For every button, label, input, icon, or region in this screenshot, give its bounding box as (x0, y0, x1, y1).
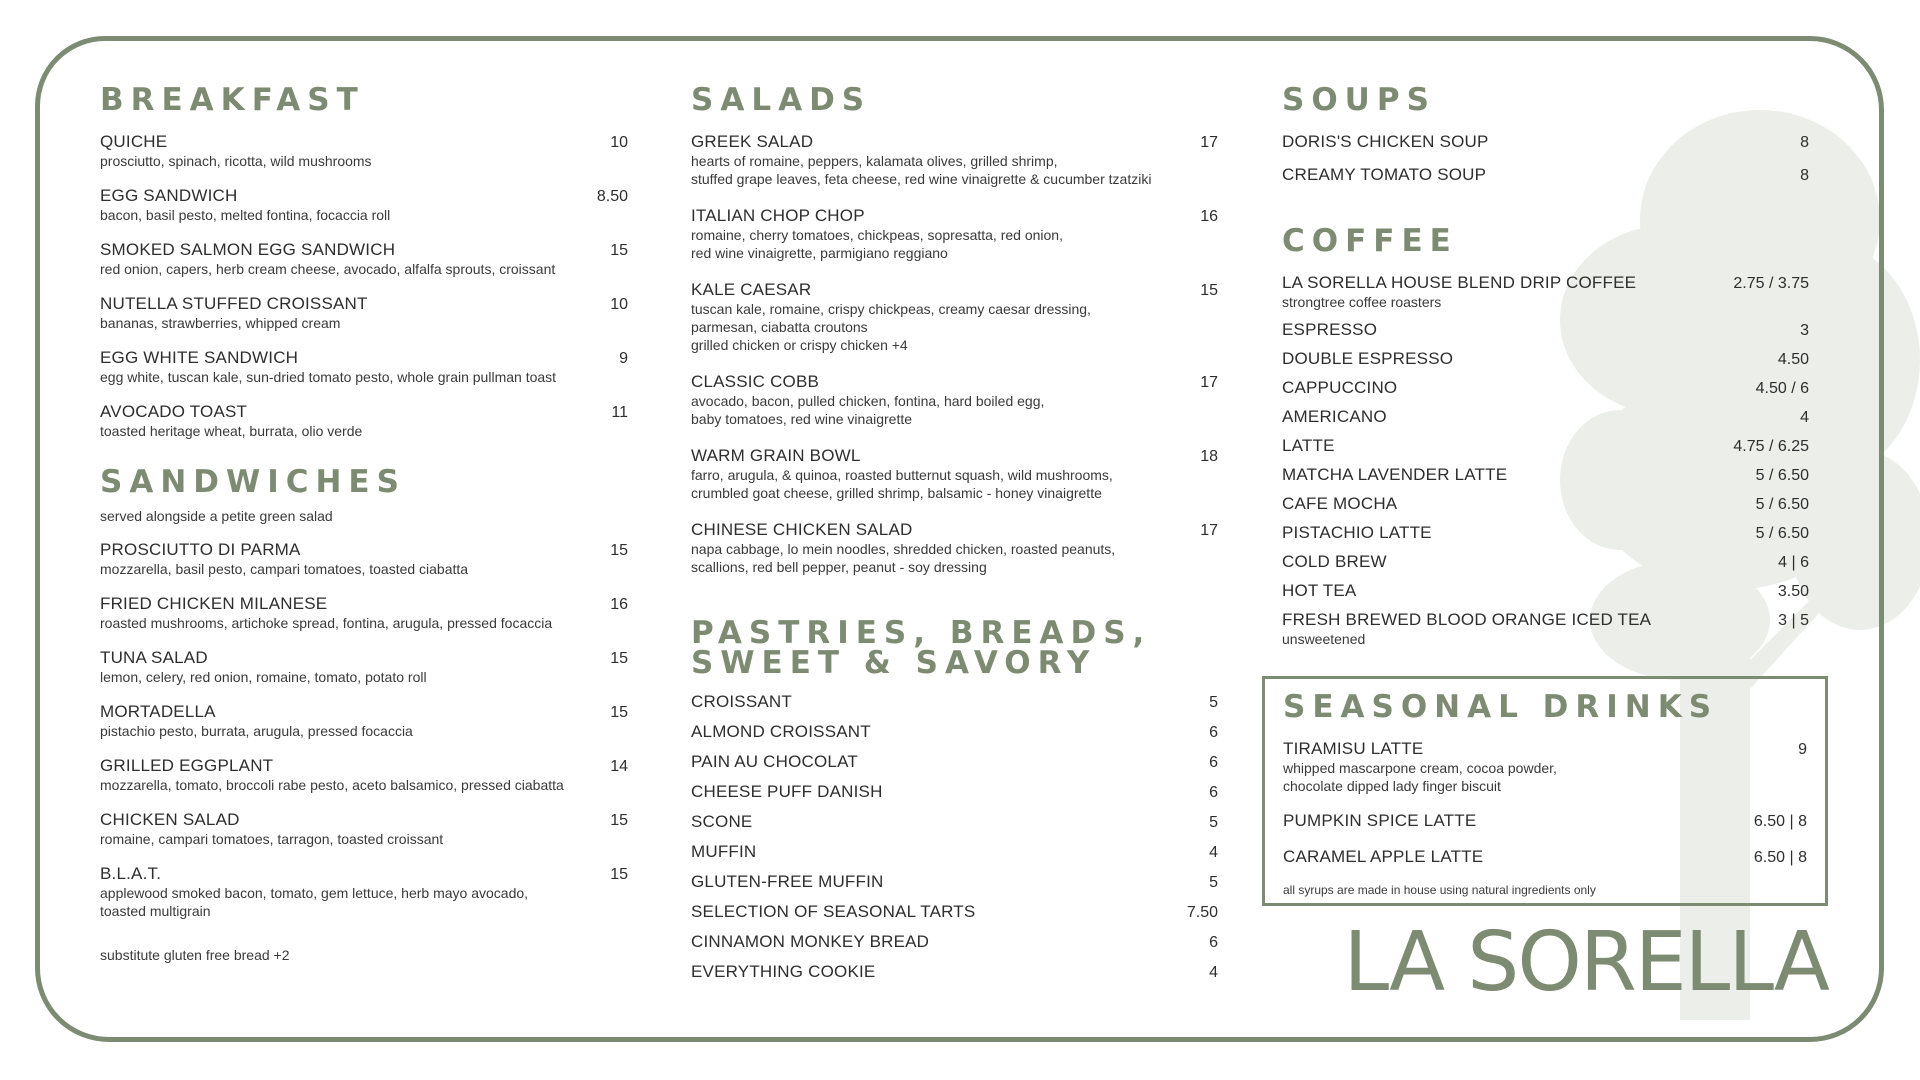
menu-item (1282, 132, 1809, 152)
menu-item-description: red onion, capers, herb cream cheese, avocado, alfalfa sprouts, croissant (100, 261, 556, 277)
menu-item-name: HOT TEA (1282, 581, 1357, 600)
menu-item-name: CAPPUCCINO (1282, 378, 1398, 397)
menu-item-row (1282, 552, 1809, 572)
menu-item-price: 6 (1209, 934, 1218, 951)
sandwiches-list (100, 540, 628, 920)
menu-item-row (691, 722, 1218, 742)
menu-item-description: strongtree coffee roasters (1282, 294, 1442, 310)
menu-item-description: whipped mascarpone cream, cocoa powder, chocolate dipped lady finger biscuit (1283, 760, 1557, 794)
menu-item-row (100, 756, 628, 776)
menu-item-description: tuscan kale, romaine, crispy chickpeas, creamy caesar dressing, parmesan, ciabatta croutons grilled chicken or crispy chicken +4 (691, 301, 1091, 353)
pastries-heading-line1: PASTRIES, BREADS, (691, 615, 1152, 651)
menu-item-row (691, 812, 1218, 832)
menu-item (100, 540, 628, 578)
menu-item-row (100, 132, 628, 152)
breakfast-list (100, 132, 628, 440)
menu-item-row (691, 446, 1218, 466)
menu-item-row (1282, 132, 1809, 152)
menu-item (100, 702, 628, 740)
menu-item-row (691, 520, 1218, 540)
menu-item-row (1282, 320, 1809, 340)
menu-item (100, 756, 628, 794)
menu-item-name: KALE CAESAR (691, 280, 812, 299)
menu-item-name: EGG SANDWICH (100, 186, 238, 205)
menu-item (691, 872, 1218, 892)
menu-item-name: LA SORELLA HOUSE BLEND DRIP COFFEE (1282, 273, 1637, 292)
menu-item-price: 16 (610, 596, 628, 613)
menu-item-price: 4 (1800, 409, 1809, 426)
menu-item-price: 15 (610, 704, 628, 721)
menu-item (1282, 552, 1809, 572)
menu-item (691, 372, 1218, 428)
menu-item (691, 520, 1218, 576)
menu-item-name: MORTADELLA (100, 702, 216, 721)
menu-item-price: 10 (610, 134, 628, 151)
pastries-heading-line2: SWEET & SAVORY (691, 645, 1097, 681)
menu-item (1282, 165, 1809, 185)
menu-item-description: toasted heritage wheat, burrata, olio verde (100, 423, 363, 439)
menu-item-price: 5 (1209, 694, 1218, 711)
menu-item-row (1282, 378, 1809, 398)
menu-item-price: 4 (1209, 964, 1218, 981)
menu-item (691, 280, 1218, 354)
menu-item (1282, 436, 1809, 456)
seasonal-drinks-box (1262, 676, 1828, 906)
menu-item-name: SMOKED SALMON EGG SANDWICH (100, 240, 396, 259)
menu-item (691, 206, 1218, 262)
menu-item (1282, 349, 1809, 369)
menu-item-price: 3 (1800, 322, 1809, 339)
menu-item-description: roasted mushrooms, artichoke spread, fontina, arugula, pressed focaccia (100, 615, 553, 631)
menu-item-description: lemon, celery, red onion, romaine, tomato, potato roll (100, 669, 427, 685)
menu-item-row (1282, 523, 1809, 543)
menu-item-price: 17 (1200, 374, 1218, 391)
menu-item-name: MATCHA LAVENDER LATTE (1282, 465, 1508, 484)
menu-item-row (100, 186, 628, 206)
menu-item (691, 722, 1218, 742)
menu-item-price: 6 (1209, 754, 1218, 771)
menu-item-price: 11 (611, 404, 628, 421)
menu-item-row (100, 402, 628, 422)
menu-item-description: avocado, bacon, pulled chicken, fontina, hard boiled egg, baby tomatoes, red wine vinaigrette (691, 393, 1045, 427)
sandwiches-note: served alongside a petite green salad (100, 508, 333, 524)
menu-item-row (100, 294, 628, 314)
menu-item-row (1282, 436, 1809, 456)
menu-item (1282, 378, 1809, 398)
menu-item-price: 2.75 / 3.75 (1733, 275, 1809, 292)
menu-item-name: EVERYTHING COOKIE (691, 962, 876, 981)
menu-item-name: PUMPKIN SPICE LATTE (1283, 811, 1477, 830)
menu-item (1282, 465, 1809, 485)
menu-item (100, 240, 628, 278)
menu-item (691, 132, 1218, 188)
sandwiches-heading: SANDWICHES (100, 464, 406, 500)
menu-item-price: 15 (610, 242, 628, 259)
menu-item-name: SCONE (691, 812, 753, 831)
menu-item-name: AMERICANO (1282, 407, 1387, 426)
menu-item-name: CAFE MOCHA (1282, 494, 1398, 513)
menu-item-price: 9 (619, 350, 628, 367)
menu-item (1282, 407, 1809, 427)
menu-item-description: romaine, campari tomatoes, tarragon, toasted croissant (100, 831, 444, 847)
menu-item-name: EGG WHITE SANDWICH (100, 348, 299, 367)
breakfast-heading: BREAKFAST (100, 82, 365, 118)
menu-item-description: mozzarella, basil pesto, campari tomatoes, toasted ciabatta (100, 561, 469, 577)
seasonal-list (1283, 739, 1807, 867)
menu-item-row (691, 842, 1218, 862)
menu-item-row (691, 872, 1218, 892)
menu-item-name: CINNAMON MONKEY BREAD (691, 932, 930, 951)
menu-item-row (691, 752, 1218, 772)
menu-item (100, 186, 628, 224)
menu-item-row (1283, 811, 1807, 831)
menu-item-name: CROISSANT (691, 692, 792, 711)
menu-item-name: CHINESE CHICKEN SALAD (691, 520, 913, 539)
menu-item (1282, 320, 1809, 340)
menu-item-description: bacon, basil pesto, melted fontina, focaccia roll (100, 207, 391, 223)
salads-list (691, 132, 1218, 576)
menu-item-price: 14 (610, 758, 628, 775)
menu-item-name: CREAMY TOMATO SOUP (1282, 165, 1487, 184)
menu-item-row (691, 782, 1218, 802)
menu-item-price: 5 / 6.50 (1755, 496, 1809, 513)
menu-item-name: COLD BREW (1282, 552, 1387, 571)
menu-item-name: GLUTEN-FREE MUFFIN (691, 872, 884, 891)
seasonal-note: all syrups are made in house using natural ingredients only (1283, 883, 1596, 897)
menu-item-price: 4 (1209, 844, 1218, 861)
menu-item-price: 15 (610, 542, 628, 559)
menu-item-row (691, 206, 1218, 226)
menu-item-description: mozzarella, tomato, broccoli rabe pesto, aceto balsamico, pressed ciabatta (100, 777, 564, 793)
menu-item (1282, 610, 1809, 648)
menu-item (100, 810, 628, 848)
menu-item-price: 8 (1800, 134, 1809, 151)
menu-item-row (1282, 494, 1809, 514)
menu-item-row (100, 348, 628, 368)
soups-list (1282, 132, 1809, 185)
menu-item-row (1283, 847, 1807, 867)
menu-item-price: 6.50 | 8 (1753, 849, 1807, 866)
menu-item-price: 17 (1200, 134, 1218, 151)
menu-item-price: 15 (610, 812, 628, 829)
menu-item-description: romaine, cherry tomatoes, chickpeas, sopresatta, red onion, red wine vinaigrette, parmigiano reggiano (691, 227, 1063, 261)
menu-item (100, 402, 628, 440)
gluten-free-note: substitute gluten free bread +2 (100, 947, 290, 963)
menu-item (1282, 581, 1809, 601)
pastries-list (691, 692, 1218, 982)
menu-item-name: ALMOND CROISSANT (691, 722, 871, 741)
menu-item-description: napa cabbage, lo mein noodles, shredded chicken, roasted peanuts, scallions, red bell pepper, peanut - soy dressing (691, 541, 1116, 575)
menu-item-price: 9 (1798, 741, 1807, 758)
menu-item-description: farro, arugula, & quinoa, roasted butternut squash, wild mushrooms, crumbled goat cheese, grilled shrimp, balsamic - honey vinaigrette (691, 467, 1113, 501)
menu-item-price: 18 (1200, 448, 1218, 465)
menu-item-name: PISTACHIO LATTE (1282, 523, 1432, 542)
menu-item-price: 5 (1209, 814, 1218, 831)
menu-item-price: 15 (610, 866, 628, 883)
menu-item (1283, 847, 1807, 867)
brand-logo: LA SORELLA (1343, 915, 1828, 1010)
menu-item-description: prosciutto, spinach, ricotta, wild mushrooms (100, 153, 372, 169)
menu-item-name: DORIS'S CHICKEN SOUP (1282, 132, 1489, 151)
menu-item-row (1282, 165, 1809, 185)
column-right (1282, 82, 1809, 648)
menu-item-price: 17 (1200, 522, 1218, 539)
menu-item-name: DOUBLE ESPRESSO (1282, 349, 1454, 368)
menu-item-price: 15 (1200, 282, 1218, 299)
menu-item-price: 6 (1209, 784, 1218, 801)
menu-item-name: PAIN AU CHOCOLAT (691, 752, 858, 771)
menu-item-name: WARM GRAIN BOWL (691, 446, 861, 465)
menu-item-price: 6.50 | 8 (1753, 813, 1807, 830)
menu-item (1283, 811, 1807, 831)
menu-item-description: egg white, tuscan kale, sun-dried tomato pesto, whole grain pullman toast (100, 369, 557, 385)
column-middle (691, 82, 1218, 982)
salads-heading: SALADS (691, 82, 872, 118)
menu-item-row (1282, 273, 1809, 293)
menu-item-row (1282, 581, 1809, 601)
menu-item-price: 4 | 6 (1778, 554, 1809, 571)
menu-item-name: ESPRESSO (1282, 320, 1378, 339)
menu-item-row (1282, 349, 1809, 369)
menu-item-price: 4.50 (1777, 351, 1809, 368)
menu-item-price: 15 (610, 650, 628, 667)
menu-item (691, 752, 1218, 772)
menu-item-row (100, 864, 628, 884)
menu-item (691, 842, 1218, 862)
menu-item-price: 5 / 6.50 (1755, 467, 1809, 484)
menu-item (691, 782, 1218, 802)
menu-item-price: 8.50 (596, 188, 628, 205)
menu-item-name: CLASSIC COBB (691, 372, 820, 391)
menu-item-name: TIRAMISU LATTE (1283, 739, 1424, 758)
menu-item-row (100, 594, 628, 614)
menu-item-price: 7.50 (1186, 904, 1218, 921)
menu-item-name: GRILLED EGGPLANT (100, 756, 274, 775)
coffee-heading: COFFEE (1282, 223, 1458, 259)
menu-item-name: QUICHE (100, 132, 168, 151)
soups-heading: SOUPS (1282, 82, 1436, 118)
coffee-list (1282, 273, 1809, 648)
menu-item-description: unsweetened (1282, 631, 1366, 647)
menu-item-row (100, 240, 628, 260)
menu-item-name: CHEESE PUFF DANISH (691, 782, 883, 801)
menu-item (100, 648, 628, 686)
menu-item-name: GREEK SALAD (691, 132, 814, 151)
menu-item-name: CARAMEL APPLE LATTE (1283, 847, 1484, 866)
menu-item-price: 8 (1800, 167, 1809, 184)
menu-item (100, 294, 628, 332)
menu-item-name: PROSCIUTTO DI PARMA (100, 540, 301, 559)
pastries-heading (691, 615, 1218, 681)
menu-item-name: NUTELLA STUFFED CROISSANT (100, 294, 368, 313)
menu-item-row (691, 280, 1218, 300)
menu-item (100, 864, 628, 920)
menu-item-name: SELECTION OF SEASONAL TARTS (691, 902, 976, 921)
menu-item-row (691, 902, 1218, 922)
menu-item-price: 4.75 / 6.25 (1733, 438, 1809, 455)
menu-item-name: AVOCADO TOAST (100, 402, 248, 421)
menu-item-price: 3 | 5 (1778, 612, 1809, 629)
menu-item-row (691, 132, 1218, 152)
menu-item-name: ITALIAN CHOP CHOP (691, 206, 865, 225)
menu-item-description: pistachio pesto, burrata, arugula, pressed focaccia (100, 723, 413, 739)
menu-item (691, 932, 1218, 952)
menu-item-name: LATTE (1282, 436, 1335, 455)
menu-item-name: FRESH BREWED BLOOD ORANGE ICED TEA (1282, 610, 1652, 629)
menu-item (691, 902, 1218, 922)
menu-item-row (1283, 739, 1807, 759)
menu-item (1282, 494, 1809, 514)
menu-item-description: bananas, strawberries, whipped cream (100, 315, 341, 331)
menu-item-price: 16 (1200, 208, 1218, 225)
menu-item-description: hearts of romaine, peppers, kalamata olives, grilled shrimp, stuffed grape leaves, feta cheese, red wine vinaigrette & cucumber tzatziki (691, 153, 1152, 187)
menu-item-price: 3.50 (1777, 583, 1809, 600)
seasonal-heading: SEASONAL DRINKS (1283, 689, 1719, 725)
menu-item-name: B.L.A.T. (100, 864, 162, 883)
menu-item-row (100, 648, 628, 668)
menu-item-row (1282, 610, 1809, 630)
menu-item-name: TUNA SALAD (100, 648, 208, 667)
menu-item (691, 692, 1218, 712)
menu-item-row (691, 372, 1218, 392)
menu-item-row (691, 932, 1218, 952)
menu-item-price: 10 (610, 296, 628, 313)
menu-item-row (1282, 407, 1809, 427)
menu-item-row (691, 692, 1218, 712)
menu-item-row (100, 702, 628, 722)
menu-item (691, 962, 1218, 982)
menu-item (1282, 523, 1809, 543)
menu-item (1282, 273, 1809, 311)
menu-item-row (100, 810, 628, 830)
menu-item (691, 812, 1218, 832)
menu-item-price: 5 / 6.50 (1755, 525, 1809, 542)
menu-item (691, 446, 1218, 502)
menu-item-row (1282, 465, 1809, 485)
menu-item (100, 594, 628, 632)
menu-item (100, 348, 628, 386)
menu-item-row (100, 540, 628, 560)
menu-item-row (691, 962, 1218, 982)
menu-item-price: 4.50 / 6 (1755, 380, 1809, 397)
menu-item-name: FRIED CHICKEN MILANESE (100, 594, 328, 613)
menu-item (1283, 739, 1807, 795)
column-left (100, 82, 628, 920)
menu-item-name: MUFFIN (691, 842, 757, 861)
menu-item (100, 132, 628, 170)
menu-item-price: 6 (1209, 724, 1218, 741)
menu-item-price: 5 (1209, 874, 1218, 891)
menu-item-name: CHICKEN SALAD (100, 810, 240, 829)
menu-item-description: applewood smoked bacon, tomato, gem lettuce, herb mayo avocado, toasted multigrain (100, 885, 529, 919)
